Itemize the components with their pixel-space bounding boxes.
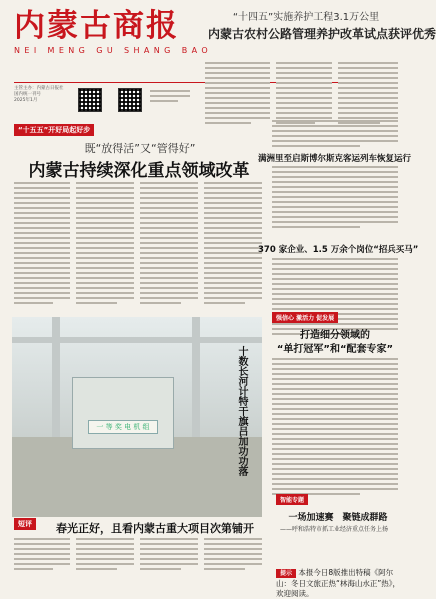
photo-caption[interactable]: 春光正好，且看内蒙古重大项目次第铺开 [56,522,254,535]
promo-text: 本报今日8版推出特稿《阿尔山：冬日文旅正热“林海山水正”热》，欢迎阅读。 [276,568,401,598]
section-tag: “十五五”开好局起好步 [14,124,94,136]
photo-sign: 一 等 奖 电 机 组 [88,420,158,434]
masthead-title: 内蒙古商报 [14,8,179,44]
qr-code-1[interactable] [78,88,102,112]
publisher-line: 主管主办：内蒙古日报社 [14,86,64,91]
code-line: 国内统一刊号 [14,92,41,97]
issue-info [150,90,190,105]
lead-column-1 [14,182,70,307]
bottom-column-1 [14,538,70,573]
promo-strip[interactable] [276,568,406,599]
photo-vertical-caption: 十数长河计特干旗吕加功功落 [236,346,247,476]
feature-line-2[interactable]: “单打冠军”和“配套专家” [276,344,394,355]
masthead-pinyin: NEI MENG GU SHANG BAO [14,46,213,55]
lead-kicker: 既“放得活”又“管得好” [84,142,196,155]
lead-column-2 [76,182,134,307]
bottom-subtitle: ——呼和浩特市抓工业经济重点任务上扬 [280,526,389,533]
right-story-1-title[interactable]: 满洲里至启斯博尔斯克客运列车恢复运行 [258,154,412,164]
right-story-1-body [272,166,398,231]
top-column-1 [205,62,270,127]
bottom-column-2 [76,538,134,573]
top-column-3 [338,62,398,127]
date-line: 2025年1月 [14,98,38,103]
right-column-top [272,120,398,150]
lead-headline[interactable]: 内蒙古持续深化重点领域改革 [28,161,250,181]
lead-column-4 [204,182,262,307]
right-story-2-title[interactable]: 370 家企业、1.5 万余个岗位“招兵买马” [258,245,419,255]
masthead [14,8,213,58]
strong-tag: 强信心 激活力 促发展 [272,312,338,323]
bottom-title[interactable]: 一场加速赛 聚链成群路 [288,513,388,523]
top-column-2 [276,62,332,127]
top-story-title: 内蒙古农村公路管理养护改革试点获评优秀 [208,27,436,41]
qr-code-2[interactable] [118,88,142,112]
bottom-column-3 [140,538,198,573]
feature-line-1[interactable]: 打造细分领域的 [300,330,370,341]
bottom-tag: 智能专题 [276,494,308,505]
lead-column-3 [140,182,198,307]
feature-body [272,358,398,498]
top-story-sub: “十四五”实施养护工程3.1万公里 [232,12,380,23]
top-story[interactable] [208,8,436,42]
publisher-info [14,86,74,104]
bottom-column-4 [204,538,262,573]
short-comment-tag: 短评 [14,518,36,530]
factory-photo [12,317,262,517]
promo-label: 提示 [276,569,296,578]
